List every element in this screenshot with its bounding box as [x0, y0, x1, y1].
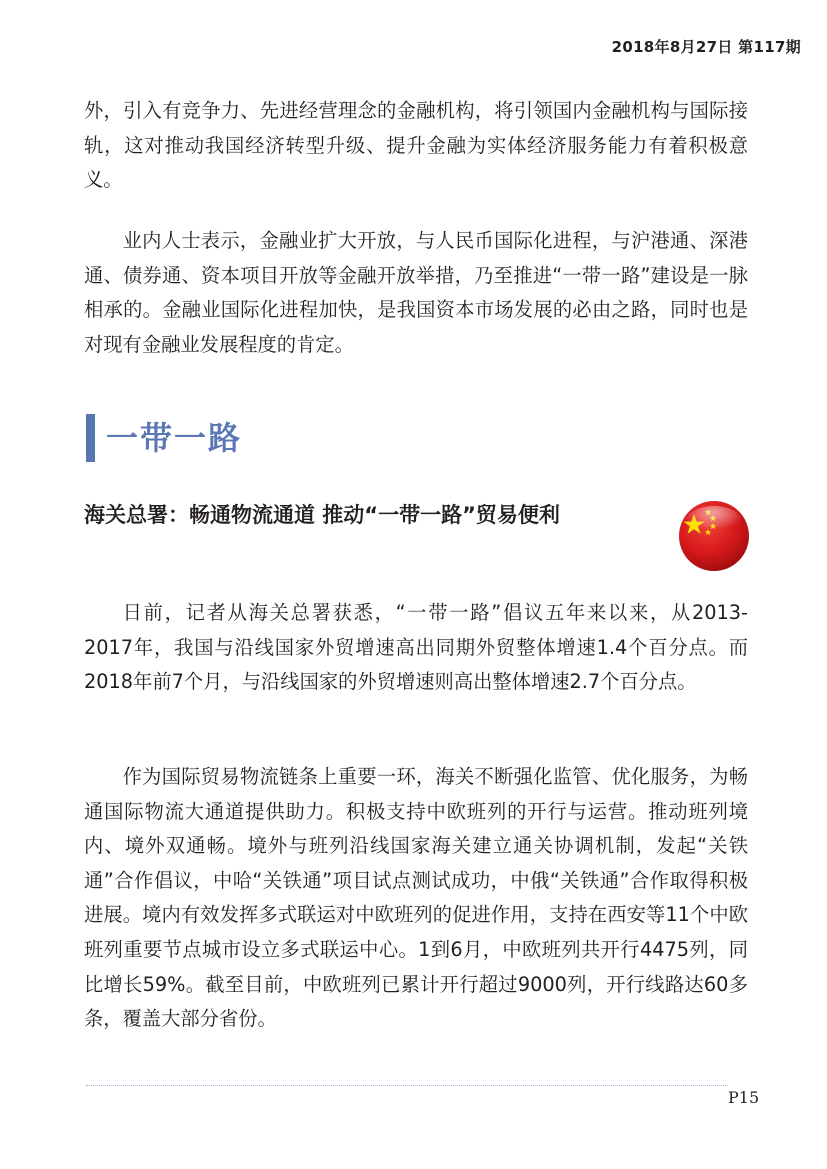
china-flag-icon	[678, 500, 750, 572]
section-heading	[86, 414, 242, 462]
article-paragraph-1: 日前，记者从海关总署获悉，“一带一路”倡议五年来以来，从2013-2017年，我国与沿线国家外贸增速高出同期外贸整体增速1.4个百分点。而2018年前7个月，与沿线国家的外贸增速则高出整体增速2.7个百分点。	[84, 601, 748, 694]
section-title: 一带一路	[106, 419, 243, 457]
issue-date: 2018年8月27日 第117期	[611, 38, 801, 56]
article-title: 海关总署：畅通物流通道 推动“一带一路”贸易便利	[84, 503, 560, 527]
article-paragraph-2: 作为国际贸易物流链条上重要一环，海关不断强化监管、优化服务，为畅通国际物流大通道提供助力。积极支持中欧班列的开行与运营。推动班列境内、境外双通畅。境外与班列沿线国家海关建立通关协调机制，发起“关铁通”合作倡议，中哈“关铁通”项目试点测试成功，中俄“关铁通”合作取得积极进展。境内有效发挥多式联运对中欧班列的促进作用，支持在西安等11个中欧班列重要节点城市设立多式联运中心。1到6月，中欧班列共开行4475列，同比增长59%。截至目前，中欧班列已累计开行超过9000列，开行线路达60多条，覆盖大部分省份。	[84, 765, 748, 1031]
page-number: P15	[728, 1088, 760, 1107]
intro-paragraph-2: 业内人士表示，金融业扩大开放，与人民币国际化进程，与沪港通、深港通、债券通、资本项目开放等金融开放举措，乃至推进“一带一路”建设是一脉相承的。金融业国际化进程加快，是我国资本市场发展的必由之路，同时也是对现有金融业发展程度的肯定。	[84, 229, 748, 356]
section-bar	[86, 414, 95, 462]
intro-paragraph-1: 外，引入有竞争力、先进经营理念的金融机构，将引领国内金融机构与国际接轨，这对推动我国经济转型升级、提升金融为实体经济服务能力有着积极意义。	[84, 99, 748, 192]
footer-divider	[86, 1085, 728, 1086]
